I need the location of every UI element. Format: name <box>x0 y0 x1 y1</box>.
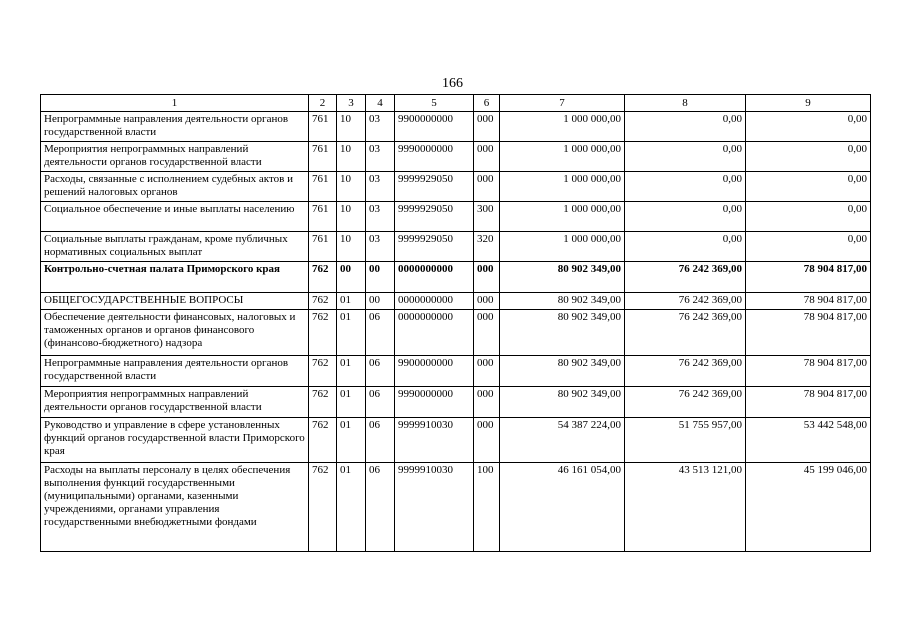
column-header: 5 <box>395 95 474 112</box>
row-name-cell: Непрограммные направления деятельности органов государственной власти <box>41 356 309 387</box>
row-name-cell: Расходы, связанные с исполнением судебных актов и решений налоговых органов <box>41 172 309 202</box>
amount-col8-cell: 0,00 <box>625 172 746 202</box>
amount-col7-cell: 80 902 349,00 <box>500 262 625 293</box>
target-article-cell: 9990000000 <box>395 387 474 418</box>
subsection-code-cell: 03 <box>366 172 395 202</box>
row-name-cell: ОБЩЕГОСУДАРСТВЕННЫЕ ВОПРОСЫ <box>41 293 309 310</box>
target-article-cell: 9900000000 <box>395 356 474 387</box>
expense-type-cell: 300 <box>474 202 500 232</box>
table-row <box>41 293 871 310</box>
table-row <box>41 112 871 142</box>
subsection-code-cell: 06 <box>366 418 395 463</box>
table-row <box>41 310 871 356</box>
section-code-cell: 00 <box>337 262 366 293</box>
amount-col7-cell: 54 387 224,00 <box>500 418 625 463</box>
subsection-code-cell: 00 <box>366 262 395 293</box>
column-header: 2 <box>309 95 337 112</box>
amount-col8-cell: 0,00 <box>625 142 746 172</box>
expense-type-cell: 000 <box>474 293 500 310</box>
subsection-code-cell: 03 <box>366 202 395 232</box>
subsection-code-cell: 06 <box>366 387 395 418</box>
amount-col7-cell: 1 000 000,00 <box>500 232 625 262</box>
row-name-cell: Руководство и управление в сфере установленных функций органов государственной власти Приморского края <box>41 418 309 463</box>
amount-col7-cell: 1 000 000,00 <box>500 112 625 142</box>
budget-table <box>40 94 871 552</box>
row-name-cell: Мероприятия непрограммных направлений деятельности органов государственной власти <box>41 387 309 418</box>
row-name-cell: Расходы на выплаты персоналу в целях обеспечения выполнения функций государственными (муниципальными) органами, казенными учреждениями, органами управления государственными внебюджетными фондами <box>41 463 309 552</box>
amount-col7-cell: 80 902 349,00 <box>500 310 625 356</box>
expense-type-cell: 000 <box>474 310 500 356</box>
column-header: 9 <box>746 95 871 112</box>
amount-col7-cell: 80 902 349,00 <box>500 293 625 310</box>
table-row <box>41 463 871 552</box>
expense-type-cell: 000 <box>474 387 500 418</box>
target-article-cell: 9999910030 <box>395 463 474 552</box>
table-row <box>41 202 871 232</box>
amount-col9-cell: 0,00 <box>746 172 871 202</box>
ministry-code-cell: 761 <box>309 232 337 262</box>
amount-col9-cell: 0,00 <box>746 142 871 172</box>
amount-col9-cell: 78 904 817,00 <box>746 293 871 310</box>
expense-type-cell: 100 <box>474 463 500 552</box>
ministry-code-cell: 762 <box>309 418 337 463</box>
amount-col8-cell: 0,00 <box>625 112 746 142</box>
expense-type-cell: 320 <box>474 232 500 262</box>
amount-col9-cell: 0,00 <box>746 232 871 262</box>
ministry-code-cell: 762 <box>309 387 337 418</box>
table-row <box>41 387 871 418</box>
row-name-cell: Непрограммные направления деятельности органов государственной власти <box>41 112 309 142</box>
section-code-cell: 10 <box>337 112 366 142</box>
ministry-code-cell: 761 <box>309 112 337 142</box>
table-row <box>41 232 871 262</box>
ministry-code-cell: 762 <box>309 463 337 552</box>
row-name-cell: Контрольно-счетная палата Приморского края <box>41 262 309 293</box>
row-name-cell: Мероприятия непрограммных направлений деятельности органов государственной власти <box>41 142 309 172</box>
amount-col8-cell: 76 242 369,00 <box>625 356 746 387</box>
amount-col9-cell: 78 904 817,00 <box>746 262 871 293</box>
section-code-cell: 10 <box>337 142 366 172</box>
subsection-code-cell: 03 <box>366 232 395 262</box>
row-name-cell: Социальные выплаты гражданам, кроме публичных нормативных социальных выплат <box>41 232 309 262</box>
amount-col7-cell: 46 161 054,00 <box>500 463 625 552</box>
column-header: 4 <box>366 95 395 112</box>
section-code-cell: 01 <box>337 356 366 387</box>
column-header: 7 <box>500 95 625 112</box>
table-row <box>41 172 871 202</box>
expense-type-cell: 000 <box>474 112 500 142</box>
amount-col7-cell: 1 000 000,00 <box>500 202 625 232</box>
ministry-code-cell: 762 <box>309 262 337 293</box>
subsection-code-cell: 06 <box>366 356 395 387</box>
target-article-cell: 9999929050 <box>395 202 474 232</box>
target-article-cell: 9999929050 <box>395 232 474 262</box>
amount-col9-cell: 78 904 817,00 <box>746 387 871 418</box>
expense-type-cell: 000 <box>474 418 500 463</box>
amount-col9-cell: 78 904 817,00 <box>746 310 871 356</box>
amount-col8-cell: 0,00 <box>625 232 746 262</box>
amount-col7-cell: 80 902 349,00 <box>500 387 625 418</box>
section-code-cell: 01 <box>337 387 366 418</box>
ministry-code-cell: 762 <box>309 293 337 310</box>
amount-col8-cell: 76 242 369,00 <box>625 310 746 356</box>
column-header: 3 <box>337 95 366 112</box>
ministry-code-cell: 761 <box>309 172 337 202</box>
amount-col7-cell: 80 902 349,00 <box>500 356 625 387</box>
target-article-cell: 0000000000 <box>395 262 474 293</box>
target-article-cell: 9999910030 <box>395 418 474 463</box>
expense-type-cell: 000 <box>474 356 500 387</box>
table-row <box>41 262 871 293</box>
ministry-code-cell: 761 <box>309 142 337 172</box>
section-code-cell: 01 <box>337 418 366 463</box>
target-article-cell: 0000000000 <box>395 293 474 310</box>
amount-col9-cell: 78 904 817,00 <box>746 356 871 387</box>
amount-col8-cell: 43 513 121,00 <box>625 463 746 552</box>
ministry-code-cell: 761 <box>309 202 337 232</box>
table-row <box>41 356 871 387</box>
table-row <box>41 418 871 463</box>
subsection-code-cell: 03 <box>366 142 395 172</box>
amount-col8-cell: 76 242 369,00 <box>625 387 746 418</box>
amount-col9-cell: 0,00 <box>746 202 871 232</box>
amount-col7-cell: 1 000 000,00 <box>500 142 625 172</box>
subsection-code-cell: 00 <box>366 293 395 310</box>
column-header: 8 <box>625 95 746 112</box>
section-code-cell: 01 <box>337 293 366 310</box>
section-code-cell: 10 <box>337 232 366 262</box>
subsection-code-cell: 06 <box>366 463 395 552</box>
table-row <box>41 142 871 172</box>
section-code-cell: 10 <box>337 202 366 232</box>
page-number: 166 <box>442 76 463 91</box>
amount-col8-cell: 0,00 <box>625 202 746 232</box>
section-code-cell: 01 <box>337 463 366 552</box>
column-number-row <box>41 95 871 112</box>
amount-col7-cell: 1 000 000,00 <box>500 172 625 202</box>
amount-col8-cell: 51 755 957,00 <box>625 418 746 463</box>
amount-col8-cell: 76 242 369,00 <box>625 262 746 293</box>
target-article-cell: 9990000000 <box>395 142 474 172</box>
amount-col8-cell: 76 242 369,00 <box>625 293 746 310</box>
amount-col9-cell: 45 199 046,00 <box>746 463 871 552</box>
ministry-code-cell: 762 <box>309 310 337 356</box>
amount-col9-cell: 53 442 548,00 <box>746 418 871 463</box>
amount-col9-cell: 0,00 <box>746 112 871 142</box>
target-article-cell: 9900000000 <box>395 112 474 142</box>
section-code-cell: 10 <box>337 172 366 202</box>
expense-type-cell: 000 <box>474 262 500 293</box>
target-article-cell: 9999929050 <box>395 172 474 202</box>
expense-type-cell: 000 <box>474 172 500 202</box>
target-article-cell: 0000000000 <box>395 310 474 356</box>
expense-type-cell: 000 <box>474 142 500 172</box>
section-code-cell: 01 <box>337 310 366 356</box>
subsection-code-cell: 06 <box>366 310 395 356</box>
row-name-cell: Социальное обеспечение и иные выплаты населению <box>41 202 309 232</box>
row-name-cell: Обеспечение деятельности финансовых, налоговых и таможенных органов и органов финансового (финансово-бюджетного) надзора <box>41 310 309 356</box>
ministry-code-cell: 762 <box>309 356 337 387</box>
subsection-code-cell: 03 <box>366 112 395 142</box>
column-header: 1 <box>41 95 309 112</box>
column-header: 6 <box>474 95 500 112</box>
